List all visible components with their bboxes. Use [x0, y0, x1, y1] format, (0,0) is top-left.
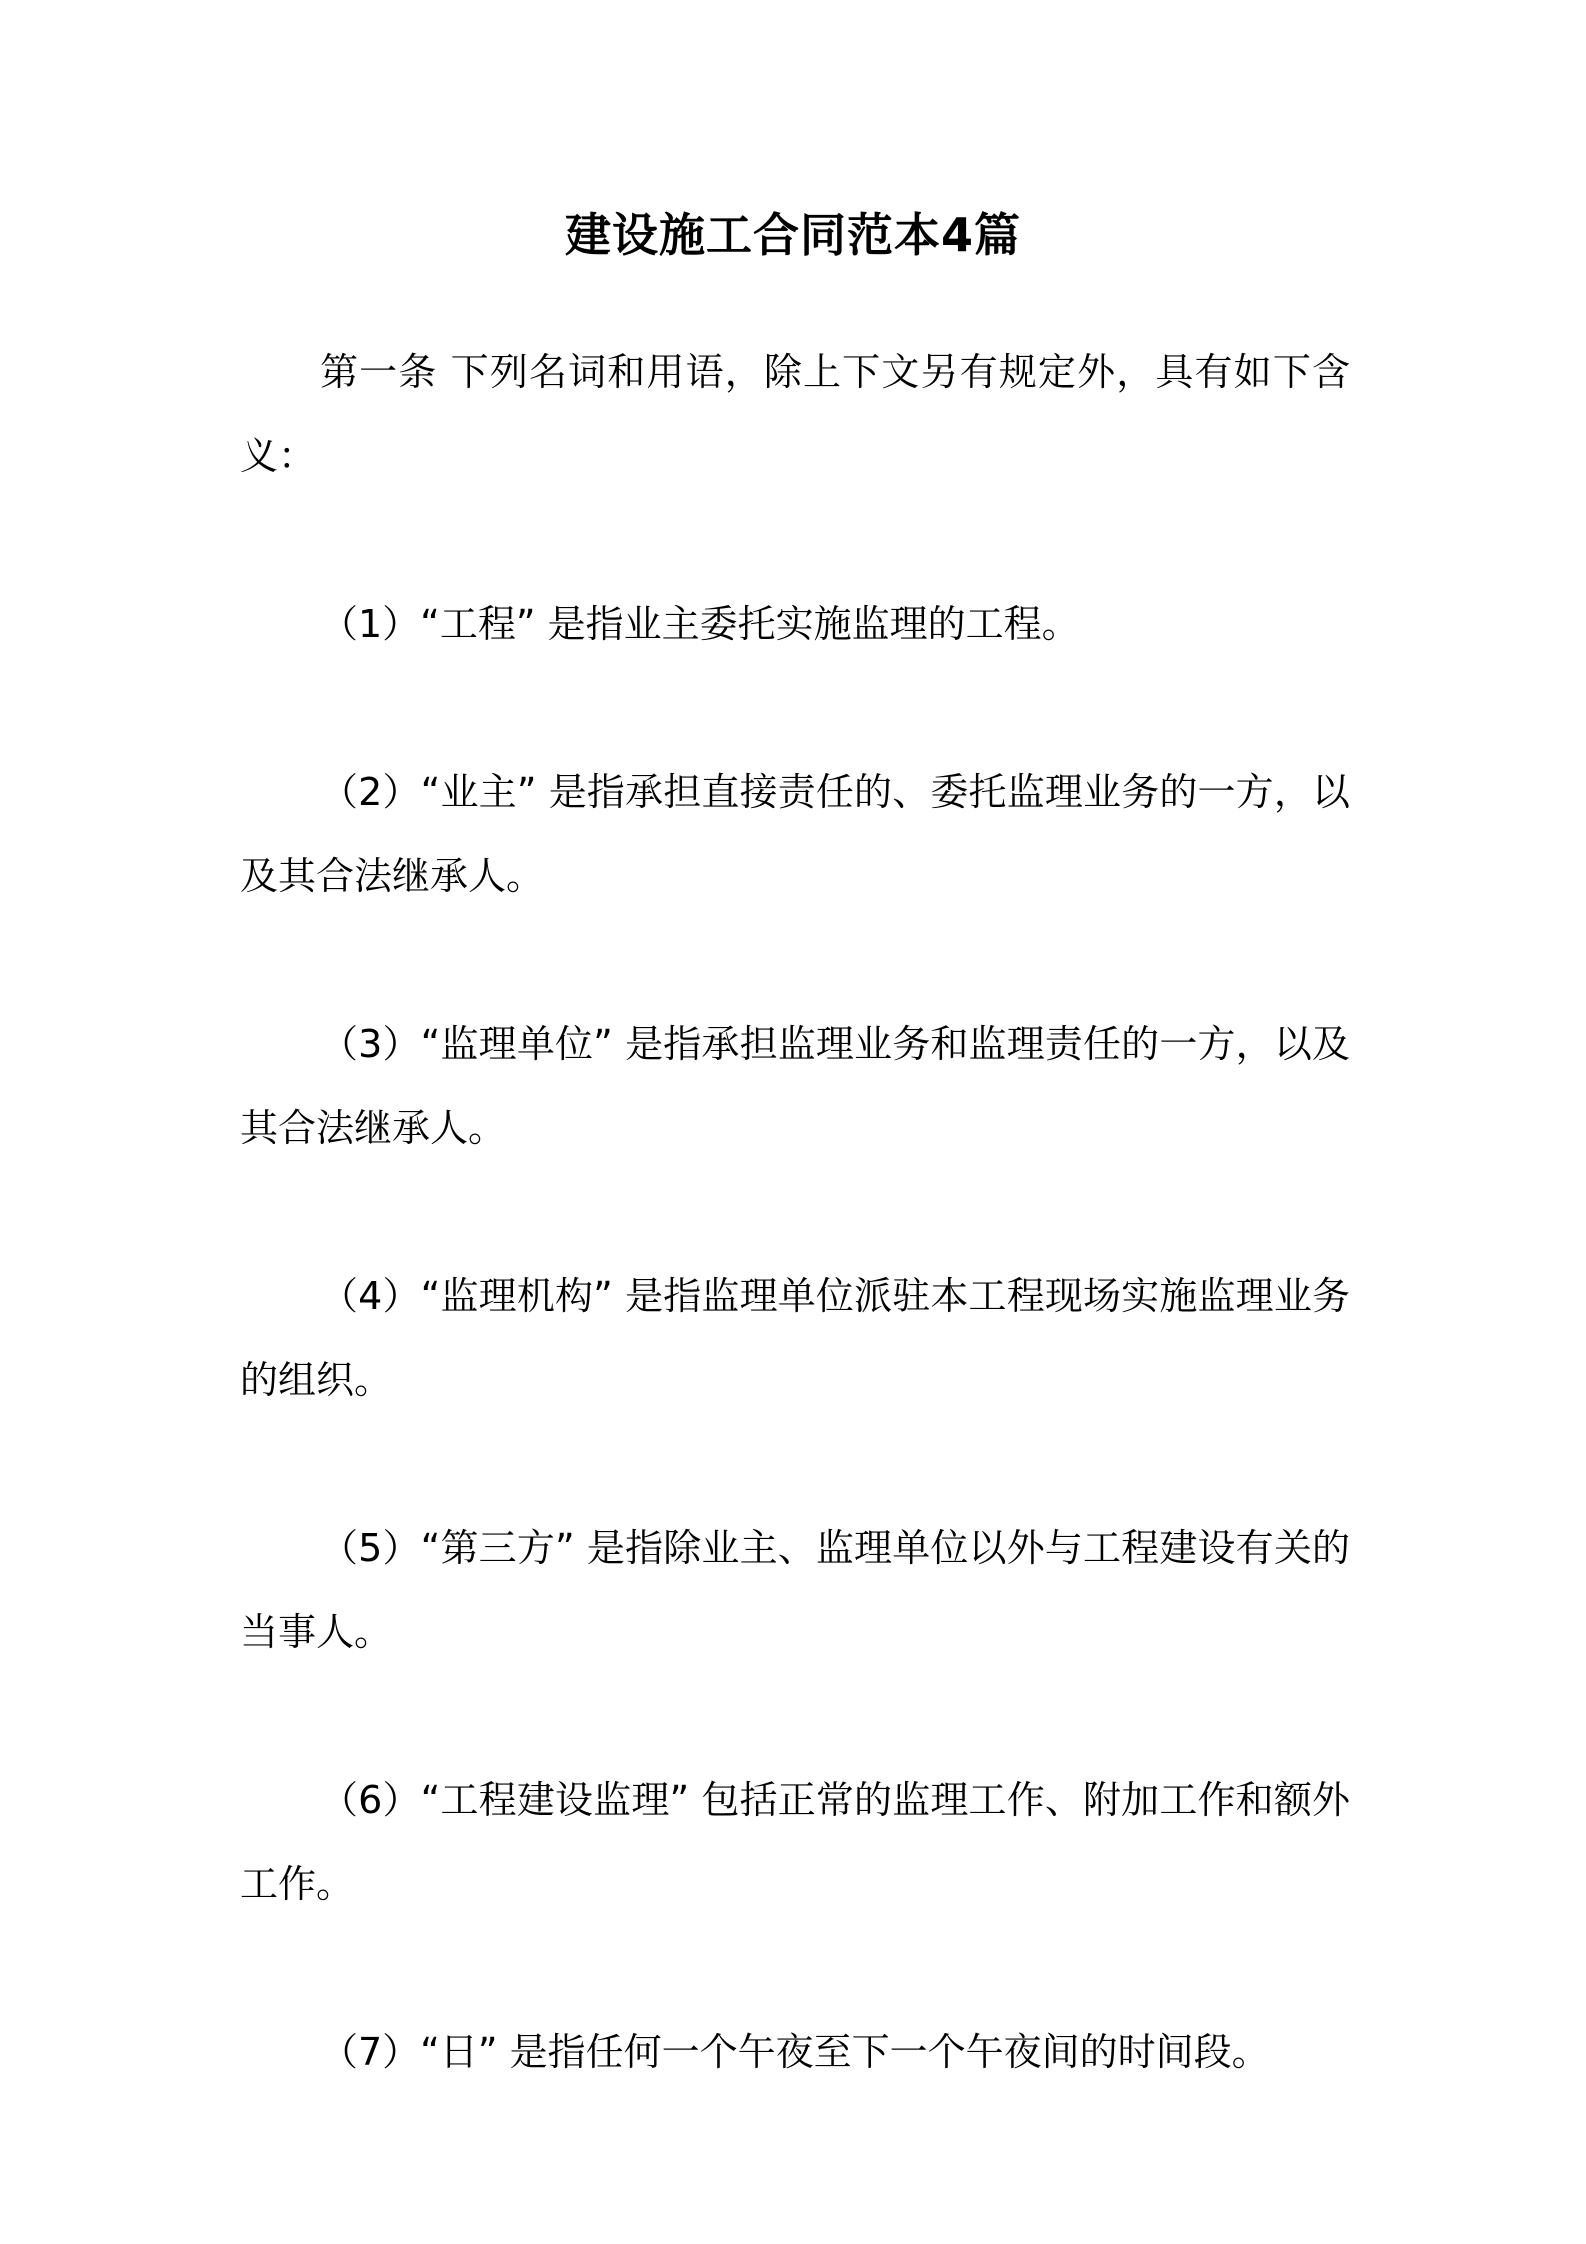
paragraph-definition-5: （5）“第三方” 是指除业主、监理单位以外与工程建设有关的当事人。 — [240, 1526, 1350, 1654]
paragraph-definition-6: （6）“工程建设监理” 包括正常的监理工作、附加工作和额外工作。 — [240, 1778, 1350, 1906]
document-title: 建设施工合同范本4篇 — [564, 208, 1021, 262]
paragraph-definition-3: （3）“监理单位” 是指承担监理业务和监理责任的一方，以及其合法继承人。 — [240, 1022, 1350, 1150]
paragraph-definition-7: （7）“日” 是指任何一个午夜至下一个午夜间的时间段。 — [320, 2030, 1270, 2074]
paragraph-definition-2: （2）“业主” 是指承担直接责任的、委托监理业务的一方，以及其合法继承人。 — [240, 770, 1350, 898]
paragraph-definition-4: （4）“监理机构” 是指监理单位派驻本工程现场实施监理业务的组织。 — [240, 1274, 1350, 1402]
document-body — [240, 330, 1350, 2094]
paragraph-article-1: 第一条 下列名词和用语，除上下文另有规定外，具有如下含义： — [240, 350, 1350, 478]
paragraph-definition-1: （1）“工程” 是指业主委托实施监理的工程。 — [320, 602, 1080, 646]
